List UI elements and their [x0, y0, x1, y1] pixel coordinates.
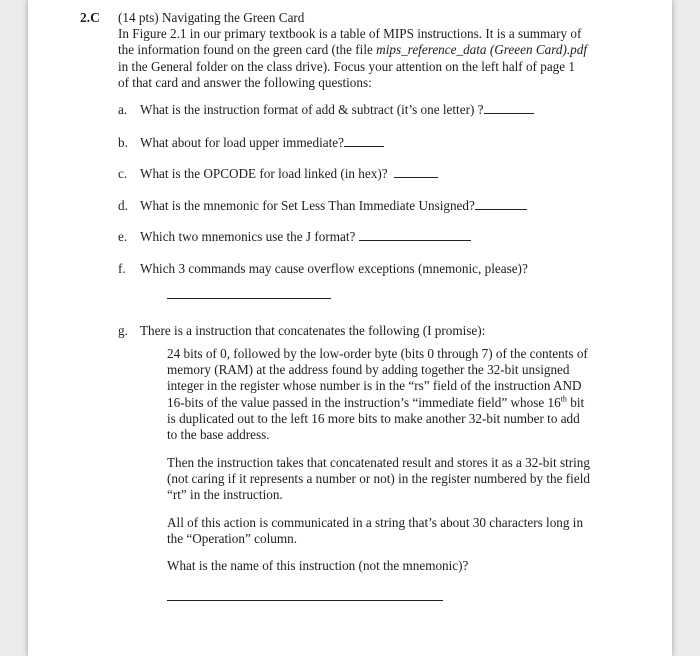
question-item-b: [118, 135, 384, 151]
item-letter: a.: [118, 102, 128, 117]
answer-line-g[interactable]: [167, 600, 443, 601]
question-item-a: [118, 102, 534, 118]
intro-text-b: in the General folder on the class drive). Focus your attention on the left half of page 1 of that card and answer the following questions:: [118, 58, 576, 90]
question-intro: [118, 10, 588, 91]
item-letter: d.: [118, 198, 128, 213]
g-paragraph-1-text-b: bit is duplicated out to the left 16 more bits to make another 32-bit number to add to the base address.: [167, 394, 585, 443]
item-letter: g.: [118, 323, 128, 338]
item-text: Which two mnemonics use the J format?: [140, 229, 356, 244]
question-item-f: [118, 261, 528, 277]
item-text: What is the mnemonic for Set Less Than Immediate Unsigned?: [140, 198, 475, 213]
superscript-th: th: [560, 394, 567, 404]
item-letter: c.: [118, 166, 128, 181]
g-paragraph-1: [167, 346, 591, 443]
item-letter: b.: [118, 135, 128, 150]
answer-blank[interactable]: [344, 135, 384, 147]
question-item-c: [118, 166, 438, 182]
item-text: Which 3 commands may cause overflow exceptions (mnemonic, please)?: [140, 261, 528, 276]
item-text: What is the instruction format of add & subtract (it’s one letter) ?: [140, 102, 484, 117]
item-text: What about for load upper immediate?: [140, 135, 344, 150]
g-paragraph-2: Then the instruction takes that concatenated result and stores it as a 32-bit string (not caring if it represents a number or not) in the register numbered by the field “rt” in the instruction.: [167, 455, 590, 503]
answer-blank[interactable]: [359, 229, 471, 241]
answer-line-f[interactable]: [167, 298, 331, 299]
question-item-d: [118, 198, 527, 214]
g-paragraph-3: All of this action is communicated in a string that’s about 30 characters long in the “Operation” column.: [167, 515, 584, 547]
question-item-g: [118, 323, 485, 339]
question-points: (14 pts) Navigating the Green Card: [118, 10, 305, 25]
item-text: What is the OPCODE for load linked (in hex)?: [140, 166, 388, 181]
item-letter: f.: [118, 261, 126, 276]
item-letter: e.: [118, 229, 128, 244]
answer-blank[interactable]: [484, 102, 534, 114]
g-paragraph-4: What is the name of this instruction (not the mnemonic)?: [167, 558, 469, 573]
answer-blank[interactable]: [394, 166, 438, 178]
g-paragraph-1-text-a: 24 bits of 0, followed by the low-order byte (bits 0 through 7) of the contents of memory (RAM) at the address found by adding together the 32-bit unsigned integer in the register whose number is in the “rs” field of the instruction AND 16-bits of the value passed in the instruction’s “immediate field” whose 16: [167, 346, 588, 410]
answer-blank[interactable]: [475, 198, 527, 210]
intro-text-a: In Figure 2.1 in our primary textbook is a table of MIPS instructions. It is a summary of the information found on the green card (the file: [118, 26, 582, 58]
question-number: 2.C: [80, 10, 100, 25]
item-text: There is a instruction that concatenates the following (I promise):: [140, 323, 486, 338]
intro-file-name: mips_reference_data (Greeen Card).pdf: [376, 42, 587, 58]
question-item-e: [118, 229, 471, 245]
